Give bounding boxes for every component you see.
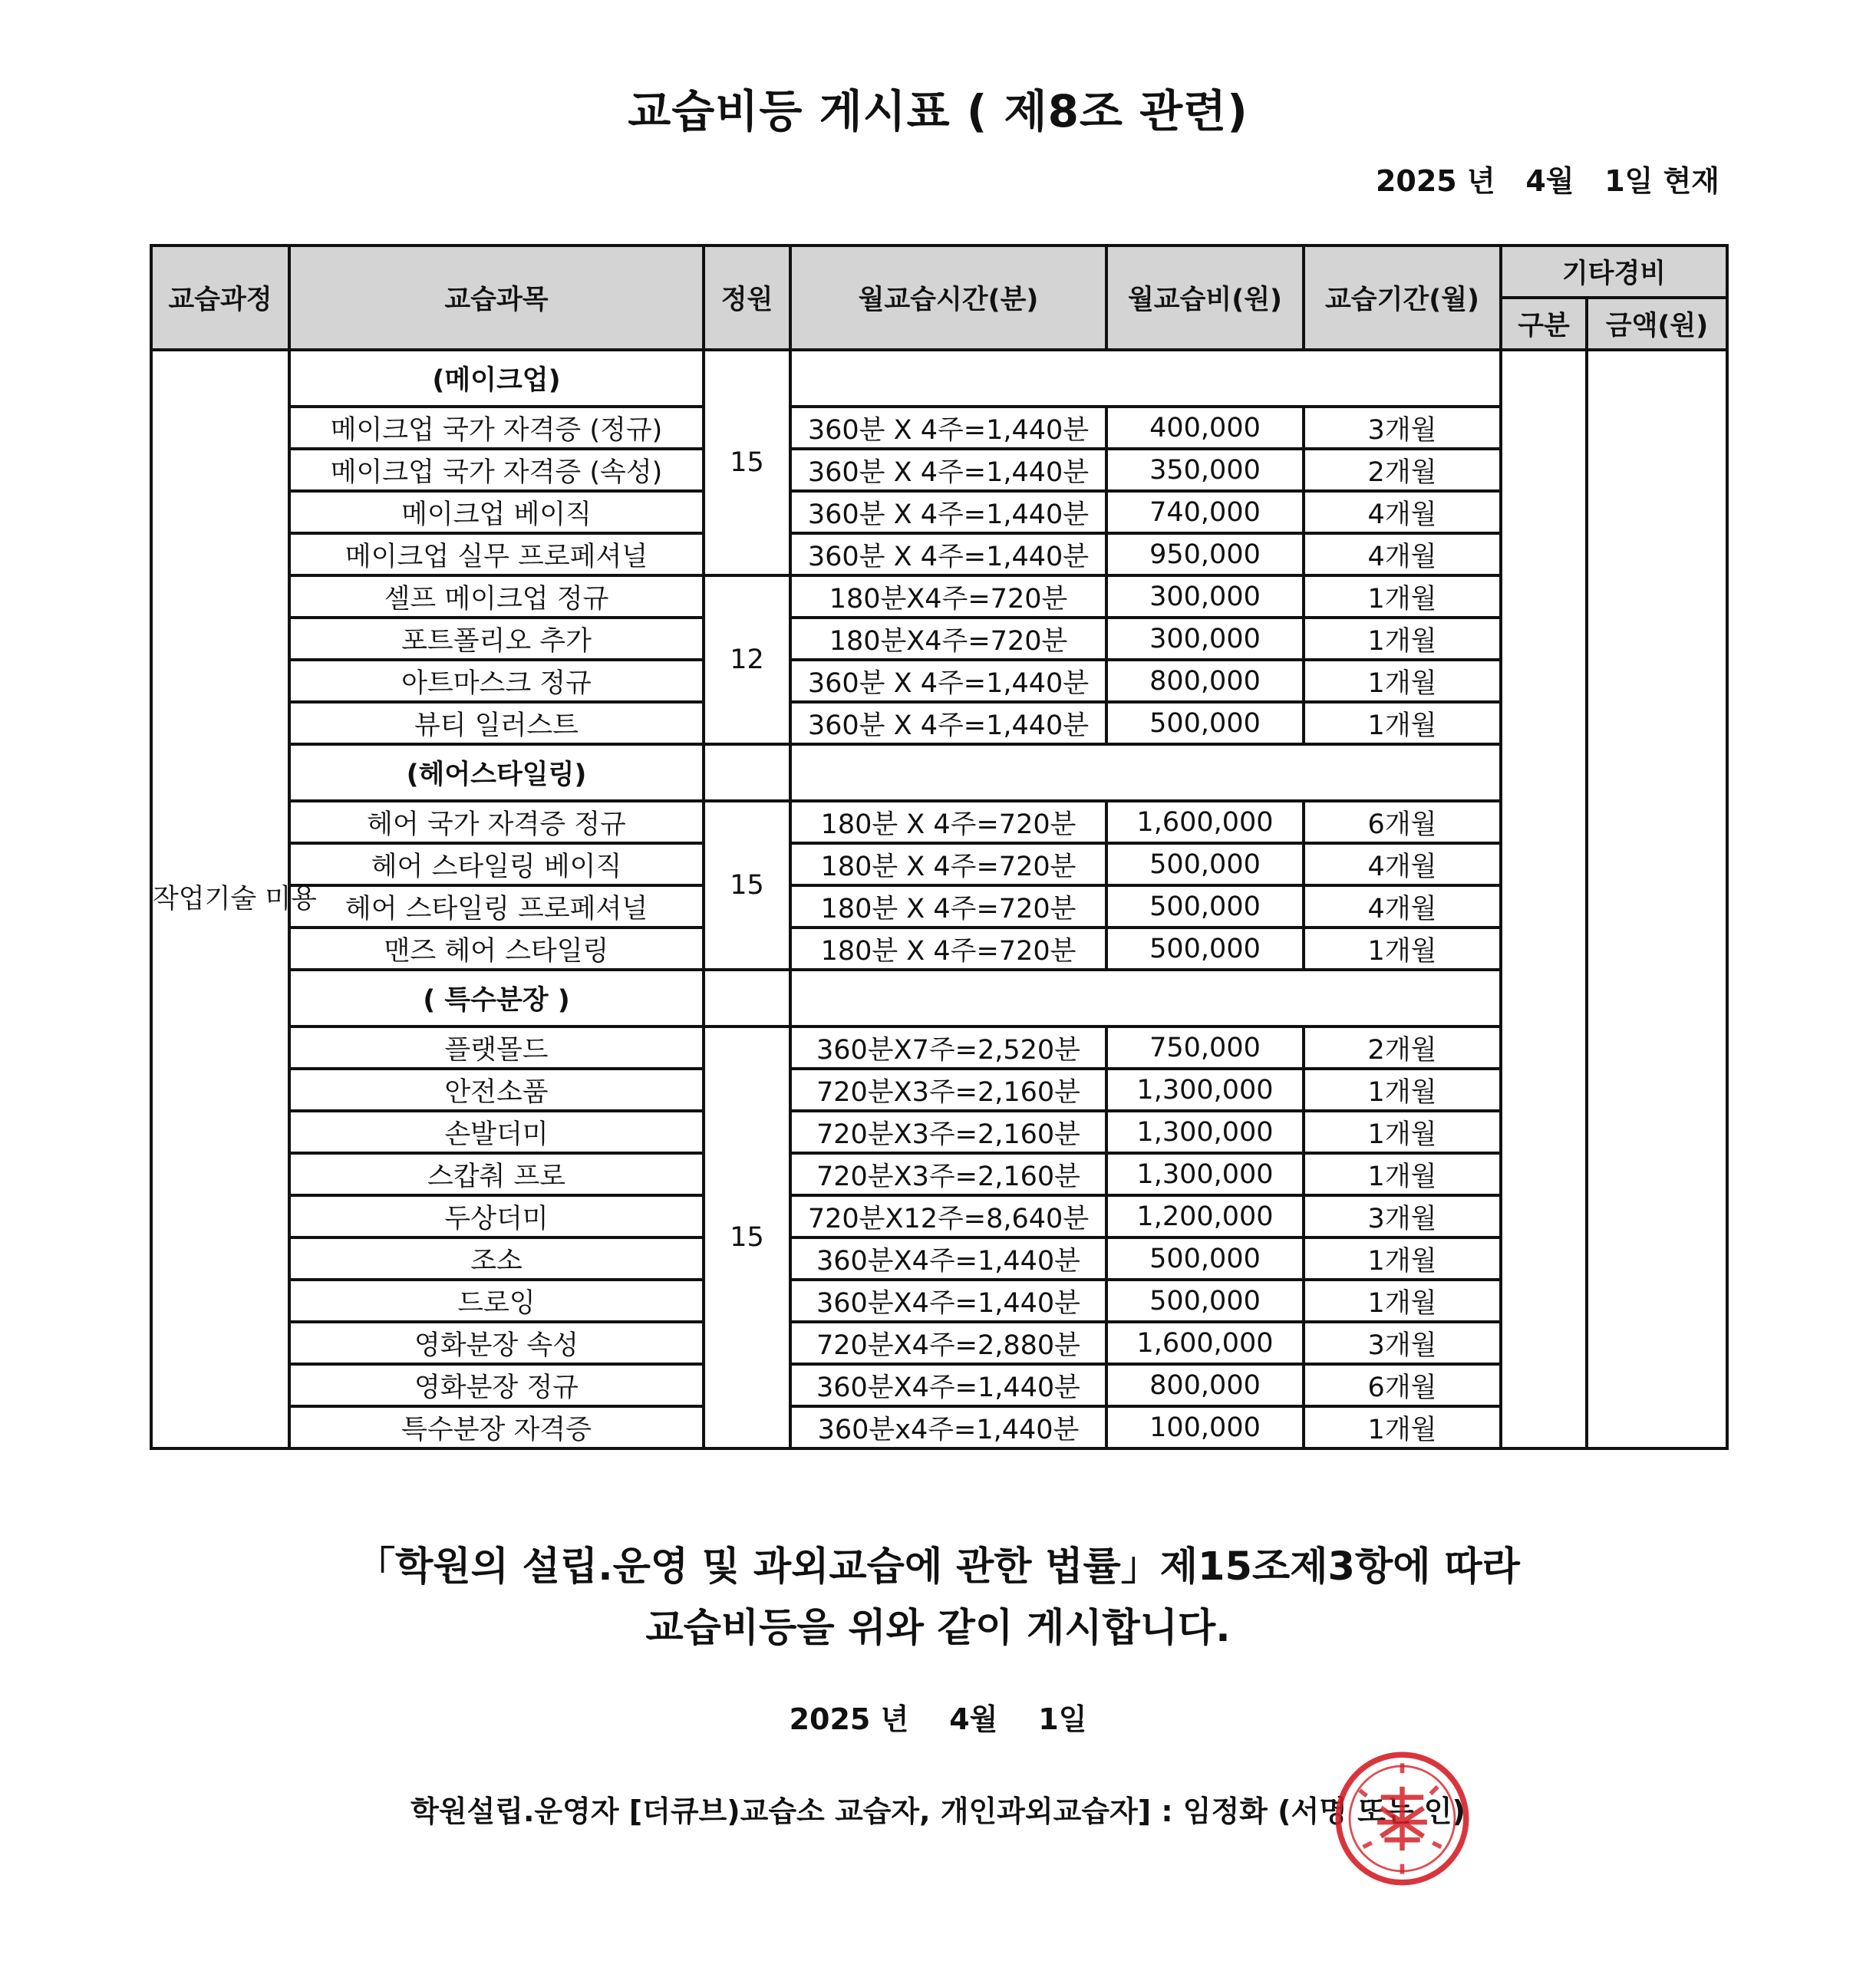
header-course: 교습과정 — [151, 246, 289, 350]
fee-cell: 800,000 — [1106, 660, 1304, 702]
table-row — [151, 1322, 1727, 1364]
capacity-cell: 15 — [704, 350, 790, 575]
hours-cell: 180분X4주=720분 — [790, 618, 1106, 660]
hours-cell: 180분X4주=720분 — [790, 575, 1106, 618]
table-row — [151, 449, 1727, 491]
header-subject: 교습과목 — [289, 246, 704, 350]
table-row — [151, 1026, 1727, 1069]
subject-cell: 영화분장 속성 — [289, 1322, 704, 1364]
period-cell: 4개월 — [1304, 843, 1501, 885]
subject-cell: 아트마스크 정규 — [289, 660, 704, 702]
capacity-cell: 12 — [704, 575, 790, 744]
table-row — [151, 1195, 1727, 1237]
table-row — [151, 885, 1727, 928]
hours-cell: 180분 X 4주=720분 — [790, 801, 1106, 843]
subject-cell: 맨즈 헤어 스타일링 — [289, 928, 704, 970]
subject-cell: 안전소품 — [289, 1069, 704, 1111]
fee-cell: 500,000 — [1106, 928, 1304, 970]
header-other-costs: 기타경비 — [1501, 246, 1727, 298]
table-row — [151, 1069, 1727, 1111]
subject-cell: 영화분장 정규 — [289, 1364, 704, 1406]
period-cell: 1개월 — [1304, 1153, 1501, 1195]
period-cell: 1개월 — [1304, 618, 1501, 660]
fee-cell: 1,300,000 — [1106, 1069, 1304, 1111]
table-row — [151, 843, 1727, 885]
subject-cell: 포트폴리오 추가 — [289, 618, 704, 660]
fee-cell: 1,600,000 — [1106, 1322, 1304, 1364]
fee-cell: 1,300,000 — [1106, 1111, 1304, 1153]
subject-cell: 헤어 스타일링 베이직 — [289, 843, 704, 885]
hours-cell: 180분 X 4주=720분 — [790, 843, 1106, 885]
header-other-type: 구분 — [1501, 298, 1587, 350]
table-row — [151, 1111, 1727, 1153]
hours-cell: 360분 X 4주=1,440분 — [790, 702, 1106, 744]
fee-cell: 500,000 — [1106, 1280, 1304, 1322]
subject-cell: 뷰티 일러스트 — [289, 702, 704, 744]
subject-cell: 헤어 스타일링 프로페셔널 — [289, 885, 704, 928]
subject-cell: 스캅춰 프로 — [289, 1153, 704, 1195]
fee-cell: 500,000 — [1106, 702, 1304, 744]
fee-cell: 740,000 — [1106, 491, 1304, 533]
hours-cell: 360분 X 4주=1,440분 — [790, 660, 1106, 702]
period-cell: 1개월 — [1304, 1237, 1501, 1280]
period-cell: 1개월 — [1304, 660, 1501, 702]
period-cell: 1개월 — [1304, 1111, 1501, 1153]
subject-cell: 조소 — [289, 1237, 704, 1280]
hours-cell: 360분 X 4주=1,440분 — [790, 533, 1106, 575]
hours-cell: 360분 X 4주=1,440분 — [790, 491, 1106, 533]
table-row — [151, 533, 1727, 575]
category-hair: (헤어스타일링) — [289, 744, 704, 801]
period-cell: 2개월 — [1304, 1026, 1501, 1069]
fee-cell: 100,000 — [1106, 1406, 1304, 1448]
operator-signature-line: 학원설립.운영자 [더큐브)교습소 교습자, 개인과외교습자] : 임정화 (서명 또는 인) — [410, 1794, 1466, 1828]
subject-cell: 메이크업 베이직 — [289, 491, 704, 533]
hours-cell: 720분X12주=8,640분 — [790, 1195, 1106, 1237]
notice-line-2: 교습비등을 위와 같이 게시합니다. — [645, 1606, 1231, 1651]
posting-date: 2025 년 4월 1일 — [789, 1702, 1087, 1736]
hours-cell: 720분X3주=2,160분 — [790, 1111, 1106, 1153]
subject-cell: 손발더미 — [289, 1111, 704, 1153]
header-monthly-fee: 월교습비(원) — [1106, 246, 1304, 350]
course-name — [151, 350, 317, 1448]
subject-cell: 드로잉 — [289, 1280, 704, 1322]
period-cell: 4개월 — [1304, 533, 1501, 575]
fee-cell: 400,000 — [1106, 407, 1304, 449]
fee-cell: 300,000 — [1106, 618, 1304, 660]
category-makeup: (메이크업) — [289, 350, 704, 407]
period-cell: 4개월 — [1304, 885, 1501, 928]
fee-cell: 950,000 — [1106, 533, 1304, 575]
table-row — [151, 575, 1727, 618]
subject-cell: 헤어 국가 자격증 정규 — [289, 801, 704, 843]
table-row — [151, 660, 1727, 702]
fee-cell: 500,000 — [1106, 885, 1304, 928]
table-row — [151, 1406, 1727, 1448]
hours-cell: 360분X4주=1,440분 — [790, 1237, 1106, 1280]
category-blank — [790, 744, 1501, 801]
hours-cell: 360분x4주=1,440분 — [790, 1406, 1106, 1448]
hours-cell: 360분X7주=2,520분 — [790, 1026, 1106, 1069]
period-cell: 1개월 — [1304, 1280, 1501, 1322]
hours-cell: 360분 X 4주=1,440분 — [790, 407, 1106, 449]
period-cell: 3개월 — [1304, 1195, 1501, 1237]
as-of-date: 2025 년 4월 1일 현재 — [1375, 164, 1719, 198]
table-row — [151, 1364, 1727, 1406]
header-capacity: 정원 — [704, 246, 790, 350]
table-row — [151, 702, 1727, 744]
capacity-blank — [704, 970, 790, 1026]
period-cell: 1개월 — [1304, 1069, 1501, 1111]
fee-cell: 300,000 — [1106, 575, 1304, 618]
fee-cell: 1,200,000 — [1106, 1195, 1304, 1237]
subject-cell: 플랫몰드 — [289, 1026, 704, 1069]
period-cell: 1개월 — [1304, 928, 1501, 970]
period-cell: 2개월 — [1304, 449, 1501, 491]
period-cell: 1개월 — [1304, 702, 1501, 744]
legal-notice — [0, 1537, 1876, 1659]
table-row — [151, 618, 1727, 660]
category-row — [151, 970, 1727, 1026]
hours-cell: 360분 X 4주=1,440분 — [790, 449, 1106, 491]
fee-cell: 750,000 — [1106, 1026, 1304, 1069]
fee-cell: 800,000 — [1106, 1364, 1304, 1406]
notice-line-1: 「학원의 설립.운영 및 과외교습에 관한 법률」제15조제3항에 따라 — [356, 1544, 1520, 1590]
fee-cell: 1,600,000 — [1106, 801, 1304, 843]
hours-cell: 720분X3주=2,160분 — [790, 1069, 1106, 1111]
capacity-cell: 15 — [704, 801, 790, 970]
subject-cell: 메이크업 실무 프로페셔널 — [289, 533, 704, 575]
subject-cell: 셀프 메이크업 정규 — [289, 575, 704, 618]
other-amount-cell — [1587, 350, 1727, 1448]
tuition-fee-table — [150, 244, 1729, 1450]
capacity-cell: 15 — [704, 1026, 790, 1448]
fee-cell: 500,000 — [1106, 843, 1304, 885]
header-monthly-hours: 월교습시간(분) — [790, 246, 1106, 350]
table-row — [151, 1280, 1727, 1322]
category-blank — [790, 350, 1501, 407]
hours-cell: 360분X4주=1,440분 — [790, 1364, 1106, 1406]
hours-cell: 720분X4주=2,880분 — [790, 1322, 1106, 1364]
course-name-text: 작업기술 미용 — [153, 884, 317, 914]
table-row — [151, 928, 1727, 970]
official-seal-stamp — [1331, 1748, 1473, 1890]
table-row — [151, 407, 1727, 449]
period-cell: 3개월 — [1304, 407, 1501, 449]
table-row — [151, 1153, 1727, 1195]
period-cell: 4개월 — [1304, 491, 1501, 533]
table-row — [151, 801, 1727, 843]
period-cell: 1개월 — [1304, 1406, 1501, 1448]
period-cell: 6개월 — [1304, 801, 1501, 843]
fee-cell: 1,300,000 — [1106, 1153, 1304, 1195]
capacity-blank — [704, 744, 790, 801]
table-row — [151, 491, 1727, 533]
subject-cell: 특수분장 자격증 — [289, 1406, 704, 1448]
period-cell: 6개월 — [1304, 1364, 1501, 1406]
header-period: 교습기간(월) — [1304, 246, 1501, 350]
hours-cell: 180분 X 4주=720분 — [790, 928, 1106, 970]
subject-cell: 메이크업 국가 자격증 (속성) — [289, 449, 704, 491]
subject-cell: 두상더미 — [289, 1195, 704, 1237]
table-row — [151, 1237, 1727, 1280]
subject-cell: 메이크업 국가 자격증 (정규) — [289, 407, 704, 449]
page-title: 교습비등 게시표 ( 제8조 관련) — [628, 85, 1248, 137]
period-cell: 3개월 — [1304, 1322, 1501, 1364]
other-type-cell — [1501, 350, 1587, 1448]
category-special: ( 특수분장 ) — [289, 970, 704, 1026]
fee-cell: 350,000 — [1106, 449, 1304, 491]
hours-cell: 360분X4주=1,440분 — [790, 1280, 1106, 1322]
fee-cell: 500,000 — [1106, 1237, 1304, 1280]
period-cell: 1개월 — [1304, 575, 1501, 618]
header-other-amount: 금액(원) — [1587, 298, 1727, 350]
category-blank — [790, 970, 1501, 1026]
hours-cell: 180분 X 4주=720분 — [790, 885, 1106, 928]
category-row — [151, 744, 1727, 801]
hours-cell: 720분X3주=2,160분 — [790, 1153, 1106, 1195]
